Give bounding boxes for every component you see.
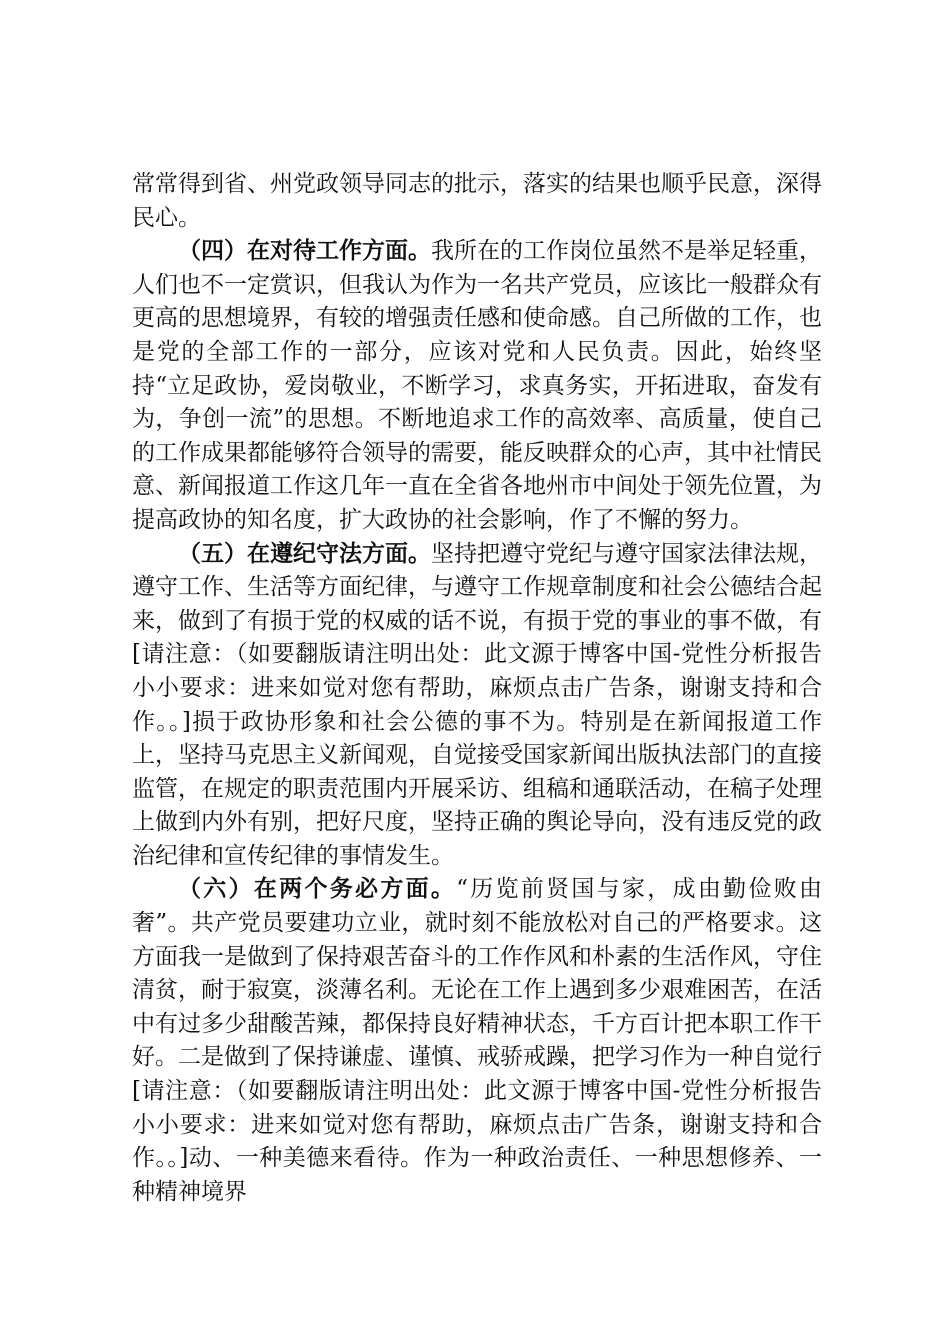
section-4-body: 我所在的工作岗位虽然不是举足轻重，人们也不一定赏识，但我认为作为一名共产党员，应该比一般群众有更高的思想境界，有较的增强责任感和使命感。自己所做的工作，也是党的全部工作的一部分，应该对党和人民负责。因此，始终坚持“立足政协，爱岗敬业，不断学习，求真务实，开拓进取，奋发有为，争创一流”的思想。不断地追求工作的高效率、高质量，使自己的工作成果都能够符合领导的需要，能反映群众的心声，其中社情民意、新闻报道工作这几年一直在全省各地州市中间处于领先位置，为提高政协的知名度，扩大政协的社会影响，作了不懈的努力。 [132, 238, 822, 533]
continuation-paragraph: 常常得到省、州党政领导同志的批示，落实的结果也顺乎民意，深得民心。 [132, 171, 822, 231]
section-6-heading: （六）在两个务必方面。 [178, 876, 457, 903]
section-5-heading: （五）在遵纪守法方面。 [178, 540, 431, 567]
section-5-paragraph [132, 538, 822, 874]
section-4-paragraph [132, 235, 822, 537]
section-6-paragraph [132, 873, 822, 1209]
section-4-heading: （四）在对待工作方面。 [178, 238, 431, 265]
section-6-body: “历览前贤国与家，成由勤俭败由奢”。共产党员要建功立业，就时刻不能放松对自己的严格要求。这方面我一是做到了保持艰苦奋斗的工作作风和朴素的生活作风，守住清贫，耐于寂寞，淡薄名利。无论在工作上遇到多少艰难困苦，在活中有过多少甜酸苦辣，都保持良好精神状态，千方百计把本职工作干好。二是做到了保持谦虚、谨慎、戒骄戒躁，把学习作为一种自觉行[请注意：（如要翻版请注明出处：此文源于博客中国-党性分析报告小小要求：进来如觉对您有帮助，麻烦点击广告条，谢谢支持和合作。。]动、一种美德来看待。作为一种政治责任、一种思想修养、一种精神境界 [132, 876, 822, 1205]
document-body [132, 168, 822, 1209]
section-5-body: 坚持把遵守党纪与遵守国家法律法规，遵守工作、生活等方面纪律，与遵守工作规章制度和社会公德结合起来，做到了有损于党的权威的话不说，有损于党的事业的事不做，有[请注意：（如要翻版请注明出处：此文源于博客中国-党性分析报告小小要求：进来如觉对您有帮助，麻烦点击广告条，谢谢支持和合作。。]损于政协形象和社会公德的事不为。特别是在新闻报道工作上，坚持马克思主义新闻观，自觉接受国家新闻出版执法部门的直接监管，在规定的职责范围内开展采访、组稿和通联活动，在稿子处理上做到内外有别，把好尺度，坚持正确的舆论导向，没有违反党的政治纪律和宣传纪律的事情发生。 [132, 540, 822, 869]
